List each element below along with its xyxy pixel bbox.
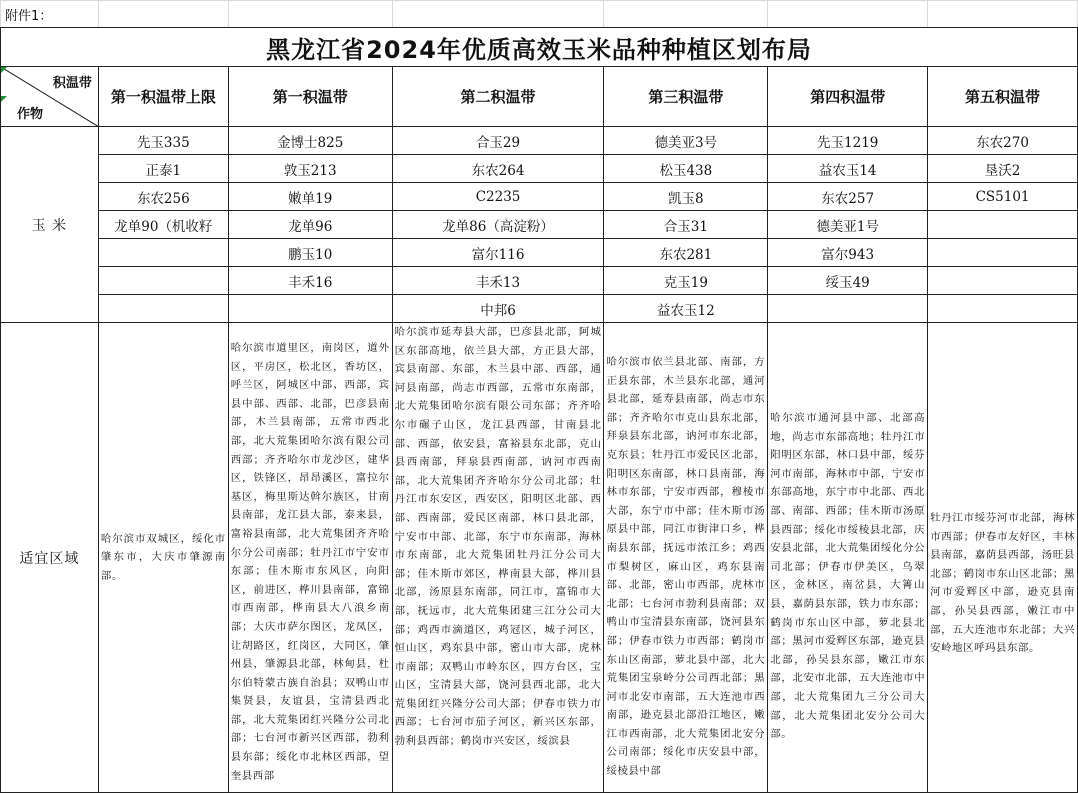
variety-cell: 敦玉213 (228, 155, 392, 183)
crop-label: 玉 米 (1, 127, 99, 323)
comment-marker-icon (1, 67, 7, 73)
variety-cell: 德美亚1号 (768, 211, 928, 239)
variety-cell: 金博士825 (228, 127, 392, 155)
variety-cell (928, 239, 1078, 267)
region-label: 适宜区域 (1, 323, 99, 793)
variety-cell: 富尔943 (768, 239, 928, 267)
variety-row (1, 155, 1078, 183)
region-cell-zone-4 (768, 323, 928, 793)
variety-cell (928, 267, 1078, 295)
variety-row (1, 127, 1078, 155)
variety-cell: 东农281 (604, 239, 768, 267)
region-row (1, 323, 1078, 793)
variety-cell (768, 295, 928, 323)
variety-cell: 丰禾16 (228, 267, 392, 295)
header-zone-1: 第一积温带 (228, 67, 392, 127)
header-zone-5: 第五积温带 (928, 67, 1078, 127)
variety-cell: 垦沃2 (928, 155, 1078, 183)
variety-cell: 东农264 (392, 155, 604, 183)
comment-marker-icon (1, 96, 7, 102)
variety-cell: 鹏玉10 (228, 239, 392, 267)
variety-cell: 合玉31 (604, 211, 768, 239)
attachment-row (0, 0, 1078, 28)
variety-cell: C2235 (392, 183, 604, 211)
variety-cell: 合玉29 (392, 127, 604, 155)
region-cell-zone-5 (928, 323, 1078, 793)
region-text: 牡丹江市绥芬河市北部，海林市西部；伊春市友好区，丰林县南部，嘉荫县西部，汤旺县北部；鹤岗市东山区北部；黑河市爱辉区中部，逊克县南部，孙吴县西部，嫩江市中部，五大连池市东北部；大兴安岭地区呼玛县东部。 (930, 512, 1075, 655)
variety-cell: 富尔116 (392, 239, 604, 267)
variety-cell: 嫩单19 (228, 183, 392, 211)
variety-row (1, 267, 1078, 295)
variety-cell: 正泰1 (98, 155, 228, 183)
region-cell-zone-1-upper (98, 323, 228, 793)
variety-cell: 龙单86（高淀粉） (392, 211, 604, 239)
variety-cell (98, 295, 228, 323)
variety-cell: 龙单96 (228, 211, 392, 239)
variety-cell: 丰禾13 (392, 267, 604, 295)
variety-cell (928, 295, 1078, 323)
corner-top-label: 积温带 (52, 76, 92, 91)
variety-cell: 松玉438 (604, 155, 768, 183)
variety-cell: 绥玉49 (768, 267, 928, 295)
variety-cell: CS5101 (928, 183, 1078, 211)
header-zone-2: 第二积温带 (392, 67, 604, 127)
variety-cell: 东农270 (928, 127, 1078, 155)
variety-cell: 东农257 (768, 183, 928, 211)
region-text: 哈尔滨市道里区，南岗区，道外区，平房区，松北区，香坊区，呼兰区，阿城区中部、西部，宾县中部、西部、北部，巴彦县南部，木兰县南部，五常市西北部，北大荒集团哈尔滨有限公司西部；齐齐哈尔市龙沙区，建华区，铁锋区，昂昂溪区，富拉尔基区，梅里斯达斡尔族区，甘南县南部，龙江县大部，泰来县，富裕县南部，北大荒集团齐齐哈尔分公司南部；牡丹江市宁安市东部；佳木斯市东风区，向阳区，前进区，桦川县南部，富锦市西南部，桦南县大八浪乡南部；大庆市萨尔图区，龙凤区，让胡路区，红岗区，大同区，肇州县，肇源县北部，林甸县，杜尔伯特蒙古族自治县；双鸭山市集贤县，友谊县，宝清县西北部，北大荒集团红兴隆分公司北部；七台河市新兴区西部，勃利县东部；绥化市北林区西部，望奎县西部 (230, 342, 390, 782)
variety-cell (98, 267, 228, 295)
variety-row (1, 211, 1078, 239)
variety-row (1, 183, 1078, 211)
corner-header (1, 67, 99, 127)
variety-cell: 龙单90（机收籽 (98, 211, 228, 239)
variety-cell: 益农玉14 (768, 155, 928, 183)
region-text: 哈尔滨市依兰县北部、南部，方正县东部，木兰县东北部，通河县北部，延寿县南部，尚志市东部；齐齐哈尔市克山县东北部，拜泉县东北部，讷河市东北部，克东县；牡丹江市爱民区北部，阳明区东南部，林口县南部，海林市东部，宁安市西部，穆棱市大部，东宁市中部；佳木斯市汤原县中部，同江市街津口乡，桦南县东部，抚远市浓江乡；鸡西市梨树区，麻山区，鸡东县南部、北部，密山市西部，虎林市北部；七台河市勃利县南部；双鸭山市宝清县东南部，饶河县东部；伊春市铁力市西部；鹤岗市东山区南部，萝北县中部，北大荒集团宝泉岭分公司西北部；黑河市北安市南部，五大连池市西南部，逊克县北部沿江地区，嫩江市西南部，北大荒集团北安分公司南部；绥化市庆安县中部，绥棱县中部 (606, 356, 766, 778)
variety-cell: 克玉19 (604, 267, 768, 295)
attachment-label: 附件1： (1, 1, 99, 28)
variety-cell: 益农玉12 (604, 295, 768, 323)
variety-layout-table (0, 27, 1078, 793)
region-text: 哈尔滨市双城区，绥化市肇东市，大庆市肇源南部。 (100, 532, 226, 582)
region-cell-zone-1 (228, 323, 392, 793)
variety-row (1, 295, 1078, 323)
variety-cell: 中邦6 (392, 295, 604, 323)
variety-cell: 先玉335 (98, 127, 228, 155)
variety-cell: 德美亚3号 (604, 127, 768, 155)
variety-cell: 先玉1219 (768, 127, 928, 155)
variety-cell (928, 211, 1078, 239)
variety-cell: 凯玉8 (604, 183, 768, 211)
region-cell-zone-2 (392, 323, 604, 793)
region-cell-zone-3 (604, 323, 768, 793)
variety-cell: 东农256 (98, 183, 228, 211)
region-text: 哈尔滨市通河县中部、北部高地，尚志市东部高地；牡丹江市阳明区东部，林口县中部，绥芬河市南部，海林市中部，宁安市东部高地，东宁市中北部、西北部、南部、西部；佳木斯市汤原县西部；绥化市绥棱县北部，庆安县北部，北大荒集团绥化分公司北部；伊春市伊美区，乌翠区，金林区，南岔县，大箐山县，嘉荫县东部，铁力市东部；鹤岗市东山区中部，萝北县北部；黑河市爱辉区东部，逊克县北部，孙吴县东部，嫩江市东部，北安市北部，五大连池市中部，北大荒集团九三分公司大部，北大荒集团北安分公司大部。 (770, 412, 926, 741)
corner-bottom-label: 作物 (17, 107, 44, 122)
variety-row (1, 239, 1078, 267)
region-text: 哈尔滨市延寿县大部，巴彦县北部，阿城区东部高地，依兰县大部，方正县大部，宾县南部、东部，木兰县中部、西部，通河县南部，尚志市西部，五常市东南部，北大荒集团哈尔滨有限公司东部；齐齐哈尔市碾子山区，龙江县西部，甘南县北部、西部，依安县，富裕县东北部，克山县西南部，拜泉县西南部，讷河市西南部，北大荒集团齐齐哈尔分公司北部；牡丹江市东安区，西安区，阳明区北部、西部、西南部，爱民区南部，林口县北部，宁安市中部、北部，东宁市东南部，海林市东南部，北大荒集团牡丹江分公司大部；佳木斯市郊区，桦南县大部，桦川县北部，汤原县东南部，同江市，富锦市大部，抚远市，北大荒集团建三江分公司大部；鸡西市滴道区，鸡冠区，城子河区，恒山区，鸡东县中部，密山市大部，虎林市南部；双鸭山市岭东区，四方台区，宝山区，宝清县大部，饶河县西北部，北大荒集团红兴隆分公司大部；伊春市铁力市西部；七台河市茄子河区，新兴区东部，勃利县西部；鹤岗市兴安区，绥滨县 (394, 326, 602, 748)
header-zone-1-upper: 第一积温带上限 (98, 67, 228, 127)
page-title: 黑龙江省2024年优质高效玉米品种种植区划布局 (1, 28, 1078, 67)
variety-cell (98, 239, 228, 267)
header-zone-4: 第四积温带 (768, 67, 928, 127)
variety-cell (228, 295, 392, 323)
header-zone-3: 第三积温带 (604, 67, 768, 127)
